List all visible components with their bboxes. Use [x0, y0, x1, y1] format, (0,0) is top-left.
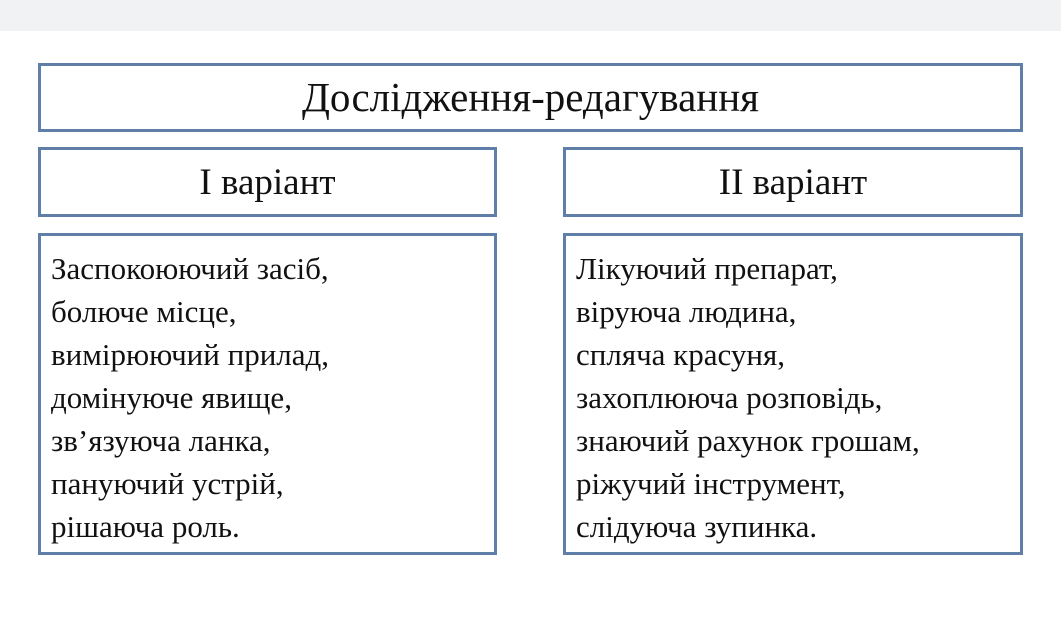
- list-item: захоплююча розповідь,: [576, 380, 883, 415]
- list-item: Лікуючий препарат,: [576, 251, 838, 286]
- page-title: Дослідження-редагування: [301, 74, 760, 120]
- variant-1-list-box: [38, 233, 497, 555]
- title-box: [38, 63, 1023, 132]
- list-item: рішаюча роль.: [51, 509, 240, 544]
- list-item: пануючий устрій,: [51, 466, 284, 501]
- list-item: спляча красуня,: [576, 337, 785, 372]
- list-item: Заспокоюючий засіб,: [51, 251, 329, 286]
- variant-1-title: І варіант: [199, 161, 336, 203]
- list-item: болюче місце,: [51, 294, 237, 329]
- variant-1-header-box: [38, 147, 497, 217]
- list-item: знаючий рахунок грошам,: [576, 423, 920, 458]
- variant-2-list-box: [563, 233, 1023, 555]
- list-item: вимірюючий прилад,: [51, 337, 330, 372]
- list-item: слідуюча зупинка.: [576, 509, 818, 544]
- list-item: ріжучий інструмент,: [576, 466, 846, 501]
- list-item: домінуюче явище,: [51, 380, 292, 415]
- list-item: зв’язуюча ланка,: [51, 423, 271, 458]
- variant-2-title: ІІ варіант: [718, 161, 868, 203]
- variant-2-header-box: [563, 147, 1023, 217]
- top-browser-strip: [0, 0, 1061, 31]
- list-item: віруюча людина,: [576, 294, 797, 329]
